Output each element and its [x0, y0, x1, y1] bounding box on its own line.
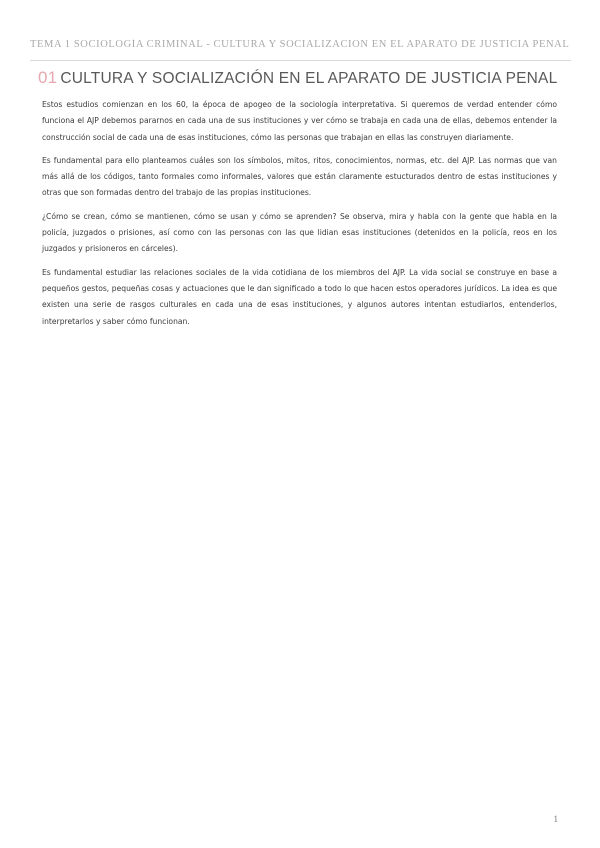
paragraph-2: Es fundamental para ello planteamos cuáles son los símbolos, mitos, ritos, conocimientos, normas, etc. del AJP. Las normas que van más allá de los códigos, tanto formales como informales, valores que están claramente estucturados dentro de estas instituciones y otras que son formadas dentro del trabajo de las propias instituciones.	[42, 155, 557, 198]
header-divider	[30, 60, 571, 61]
section-number: 01	[38, 68, 58, 87]
paragraph-4: Es fundamental estudiar las relaciones sociales de la vida cotidiana de los miembros del AJP. La vida social se construye en base a pequeños gestos, pequeñas cosas y actuaciones que le dan significado a todo lo que hacen estos operadores jurídicos. La idea es que existen una serie de rasgos culturales en cada una de esas instituciones, y algunos autores intentan estudiarlos, entenderlos, interpretarlos y saber cómo funcionan.	[42, 267, 557, 326]
section-title: CULTURA Y SOCIALIZACIÓN EN EL APARATO DE JUSTICIA PENAL	[60, 70, 558, 87]
paragraph-3: ¿Cómo se crean, cómo se mantienen, cómo se usan y cómo se aprenden? Se observa, mira y habla con la gente que habla en la policía, juzgados o prisiones, así como con las personas con las que lidian esas instituciones (detenidos en la policía, reos en los juzgados y prisioneros en cárceles).	[42, 211, 557, 254]
paragraph-1: Estos estudios comienzan en los 60, la época de apogeo de la sociología interpretativa. Si queremos de verdad entender cómo funciona el AJP debemos pararnos en cada una de sus instituciones y ver cómo se trabaja en cada una de ellas, debemos entender la construcción social de cada una de esas instituciones, cómo las personas que trabajan en ellas las construyen diariamente.	[42, 100, 557, 142]
running-header: TEMA 1 SOCIOLOGÍA CRIMINAL - CULTURA Y SOCIALIZACIÓN EN EL APARATO DE JUSTICIA PENAL	[30, 39, 570, 50]
body-text	[42, 97, 557, 337]
page-number: 1	[553, 814, 558, 824]
section-heading	[38, 68, 568, 88]
